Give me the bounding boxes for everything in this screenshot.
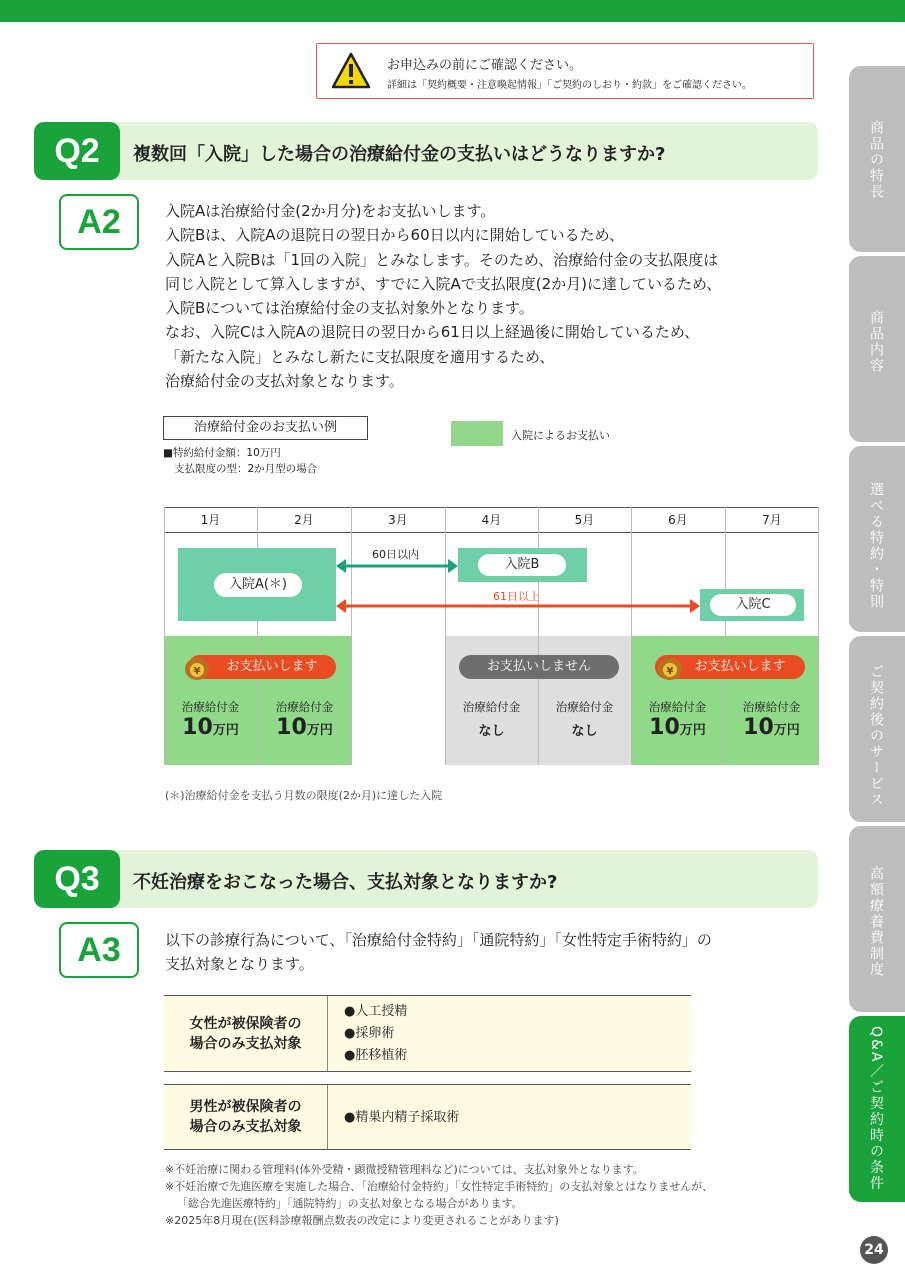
month-label: 1月 [200, 513, 221, 527]
benefit-amount: 10万円 [182, 715, 239, 740]
benefit-amount: なし [571, 724, 598, 739]
top-bar [0, 0, 905, 22]
row-items [344, 1001, 407, 1067]
answer-line: 入院Bについては治療給付金の支払対象外となります。 [165, 299, 534, 318]
tab-features[interactable] [849, 66, 905, 252]
svg-text:¥: ¥ [193, 666, 201, 677]
answer-line: 同じ入院として算入しますが、すでに入院Aで支払限度(2か月)に達しているため、 [165, 274, 722, 293]
example-footnote: (＊)治療給付金を支払う月数の限度(2か月)に達した入院 [165, 789, 443, 802]
list-item: ●精巣内精子採取術 [344, 1110, 460, 1125]
benefit-title: 治療給付金 [648, 700, 707, 714]
month-label: 4月 [481, 513, 502, 527]
stay-b-label: 入院B [478, 554, 566, 576]
benefit-title: 治療給付金 [275, 700, 334, 714]
q2-question: 複数回「入院」した場合の治療給付金の支払いはどうなりますか? [133, 144, 666, 165]
a2-answer [165, 199, 825, 393]
legend-label: 入院によるお支払い [511, 429, 610, 442]
answer-line: 入院Aと入院Bは「1回の入院」とみなします。そのため、治療給付金の支払限度は [165, 250, 719, 269]
tab-high-cost[interactable] [849, 826, 905, 1012]
benefit-amount: 10万円 [649, 715, 706, 740]
warning-icon [331, 52, 371, 90]
benefit-title: 治療給付金 [181, 700, 240, 714]
pay-label-c: お支払いします [655, 655, 805, 679]
table-row-male [164, 1084, 691, 1150]
tab-riders[interactable] [849, 446, 905, 632]
example-note-amount: ■特約給付金額：10万円 [163, 447, 281, 459]
grid-line [351, 507, 352, 765]
month-header [164, 507, 819, 533]
q3-question: 不妊治療をおこなった場合、支払対象となりますか? [133, 872, 558, 893]
benefit-amount: なし [478, 724, 505, 739]
note-line: ※2025年8月現在(医科診療報酬点数表の改定により変更されることがあります) [165, 1214, 559, 1227]
example-label: 治療給付金のお支払い例 [163, 416, 368, 440]
row-items [344, 1107, 459, 1129]
benefit-amount: 10万円 [743, 715, 800, 740]
note-line: 「総合先進医療特約」「通院特約」の支払対象となる場合があります。 [177, 1197, 523, 1210]
tab-label: ご契約後のサービス [868, 664, 884, 808]
money-bag-icon [182, 651, 212, 681]
notice-detail: 詳細は「契約概要・注意喚起情報」「ご契約のしおり・約款」をご確認ください。 [387, 80, 752, 91]
q3-badge: Q3 [34, 850, 120, 908]
money-bag-icon [655, 651, 685, 681]
svg-text:¥: ¥ [666, 666, 674, 677]
answer-line: なお、入院Cは入院Aの退院日の翌日から61日以上経過後に開始しているため、 [165, 323, 700, 342]
tab-label: 商品の特長 [868, 120, 884, 200]
list-item: ●採卵術 [344, 1026, 395, 1041]
arrow-over-label: 61日以上 [493, 590, 540, 603]
grid-line [818, 507, 819, 765]
note-line: ※不妊治療で先進医療を実施した場合、「治療給付金特約」「女性特定手術特約」の支払対象とはなりませんが、 [165, 1180, 714, 1193]
month-label: 3月 [388, 513, 408, 527]
tab-label: 選べる特約・特則 [868, 482, 884, 610]
answer-line: 「新たな入院」とみなし新たに支払限度を適用するため、 [165, 347, 555, 366]
row-header: 男性が被保険者の 場合のみ支払対象 [164, 1085, 328, 1149]
tab-label: 高額療養費制度 [868, 866, 884, 978]
legend-swatch [451, 421, 503, 446]
row-header: 女性が被保険者の 場合のみ支払対象 [164, 996, 328, 1071]
benefit-title: 治療給付金 [742, 700, 801, 714]
tab-qa[interactable] [849, 1016, 905, 1202]
a3-answer [165, 928, 712, 976]
example-note-limit: 支払限度の型：2か月型の場合 [174, 463, 318, 475]
benefit-amount: 10万円 [276, 715, 333, 740]
stay-c-label: 入院C [710, 594, 796, 616]
q3-notes [165, 1161, 713, 1229]
tab-services[interactable] [849, 636, 905, 822]
answer-line: 入院Aは治療給付金(2か月分)をお支払いします。 [165, 202, 496, 220]
month-label: 5月 [574, 513, 595, 527]
list-item: ●胚移植術 [344, 1048, 408, 1063]
month-label: 2月 [294, 513, 314, 527]
page-number: 24 [860, 1236, 888, 1264]
month-label: 6月 [668, 513, 688, 527]
month-label: 7月 [762, 513, 782, 527]
table-row-female [164, 995, 691, 1072]
tab-label: 商品内容 [868, 310, 884, 374]
q2-badge: Q2 [34, 122, 120, 180]
notice-box [316, 43, 814, 99]
tab-contents[interactable] [849, 256, 905, 442]
notice-title: お申込みの前にご確認ください。 [387, 58, 583, 73]
nopay-label-b: お支払いしません [459, 655, 619, 679]
note-line: ※不妊治療に関わる管理料(体外受精・顕微授精管理料など)については、支払対象外となります。 [165, 1163, 644, 1176]
a2-badge: A2 [59, 194, 139, 250]
benefit-title: 治療給付金 [462, 700, 521, 714]
answer-line: 支払対象となります。 [165, 955, 314, 973]
list-item: ●人工授精 [344, 1004, 408, 1019]
pay-label-a: お支払いします [188, 655, 336, 679]
a3-badge: A3 [59, 922, 139, 978]
tab-label: Q&A／ご契約時の条件 [868, 1026, 884, 1192]
stay-a-label: 入院A(＊) [214, 573, 302, 597]
answer-line: 以下の診療行為について、「治療給付金特約」「通院特約」「女性特定手術特約」の [165, 931, 712, 949]
answer-line: 入院Bは、入院Aの退院日の翌日から60日以内に開始しているため、 [165, 226, 625, 245]
benefit-title: 治療給付金 [555, 700, 614, 714]
arrow-within-label: 60日以内 [372, 548, 419, 561]
answer-line: 治療給付金の支払対象となります。 [165, 372, 404, 391]
